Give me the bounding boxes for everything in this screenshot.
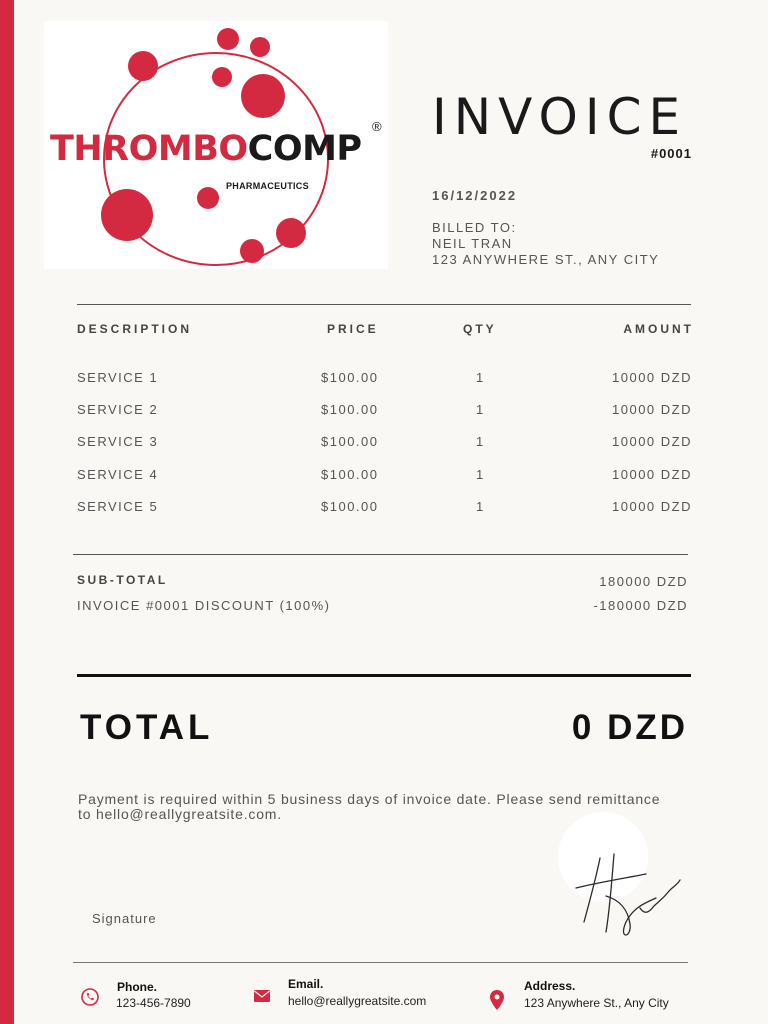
billed-to-name: NEIL TRAN (432, 236, 513, 251)
phone-icon (81, 988, 99, 1006)
cell-amount: 10000 DZD (612, 499, 692, 514)
phone-label: Phone. (117, 980, 158, 994)
subtotal-label: SUB-TOTAL (77, 573, 168, 587)
cell-description: SERVICE 1 (77, 370, 159, 385)
signature-label: Signature (92, 911, 157, 926)
email-value: hello@reallygreatsite.com (288, 994, 427, 1008)
total-divider (77, 674, 691, 677)
email-label: Email. (288, 977, 324, 991)
logo-subtitle: PHARMACEUTICS (226, 181, 309, 191)
cell-price: $100.00 (321, 370, 379, 385)
cell-description: SERVICE 4 (77, 467, 159, 482)
billed-to-address: 123 ANYWHERE ST., ANY CITY (432, 252, 660, 267)
location-pin-icon (490, 990, 504, 1010)
invoice-number: #0001 (650, 146, 692, 161)
invoice-date: 16/12/2022 (432, 188, 518, 203)
subtotal-value: 180000 DZD (599, 574, 688, 589)
payment-note: Payment is required within 5 business days of invoice date. Please send remittance to hello@reallygreatsite.com. (78, 791, 661, 822)
total-label: TOTAL (80, 708, 214, 747)
billed-to-label: BILLED TO: (432, 220, 517, 235)
total-value: 0 DZD (571, 708, 688, 747)
cell-price: $100.00 (321, 467, 379, 482)
discount-label: INVOICE #0001 DISCOUNT (100%) (77, 598, 331, 613)
address-value: 123 Anywhere St., Any City (524, 996, 669, 1010)
column-header-price: PRICE (327, 322, 379, 336)
signature-image (570, 848, 690, 944)
cell-amount: 10000 DZD (612, 467, 692, 482)
envelope-icon (253, 989, 271, 1003)
cell-price: $100.00 (321, 402, 379, 417)
column-header-amount: AMOUNT (623, 322, 694, 336)
cell-qty: 1 (476, 370, 485, 385)
invoice-title: INVOICE (432, 88, 688, 146)
logo-wordmark: THROMBOCOMP (50, 129, 362, 169)
discount-value: -180000 DZD (593, 598, 688, 613)
cell-description: SERVICE 5 (77, 499, 159, 514)
divider (77, 304, 691, 305)
cell-amount: 10000 DZD (612, 434, 692, 449)
cell-amount: 10000 DZD (612, 370, 692, 385)
column-header-description: DESCRIPTION (77, 322, 193, 336)
cell-amount: 10000 DZD (612, 402, 692, 417)
footer-divider (73, 962, 688, 963)
cell-description: SERVICE 3 (77, 434, 159, 449)
accent-side-bar (0, 0, 14, 1024)
column-header-qty: QTY (463, 322, 497, 336)
company-logo (44, 21, 388, 269)
logo-registered-mark: ® (372, 119, 382, 134)
cell-qty: 1 (476, 499, 485, 514)
cell-price: $100.00 (321, 434, 379, 449)
billed-to-block (432, 220, 659, 268)
cell-qty: 1 (476, 467, 485, 482)
phone-value: 123-456-7890 (116, 996, 191, 1010)
cell-description: SERVICE 2 (77, 402, 159, 417)
cell-price: $100.00 (321, 499, 379, 514)
divider (73, 554, 688, 555)
address-label: Address. (524, 979, 576, 993)
cell-qty: 1 (476, 434, 485, 449)
cell-qty: 1 (476, 402, 485, 417)
